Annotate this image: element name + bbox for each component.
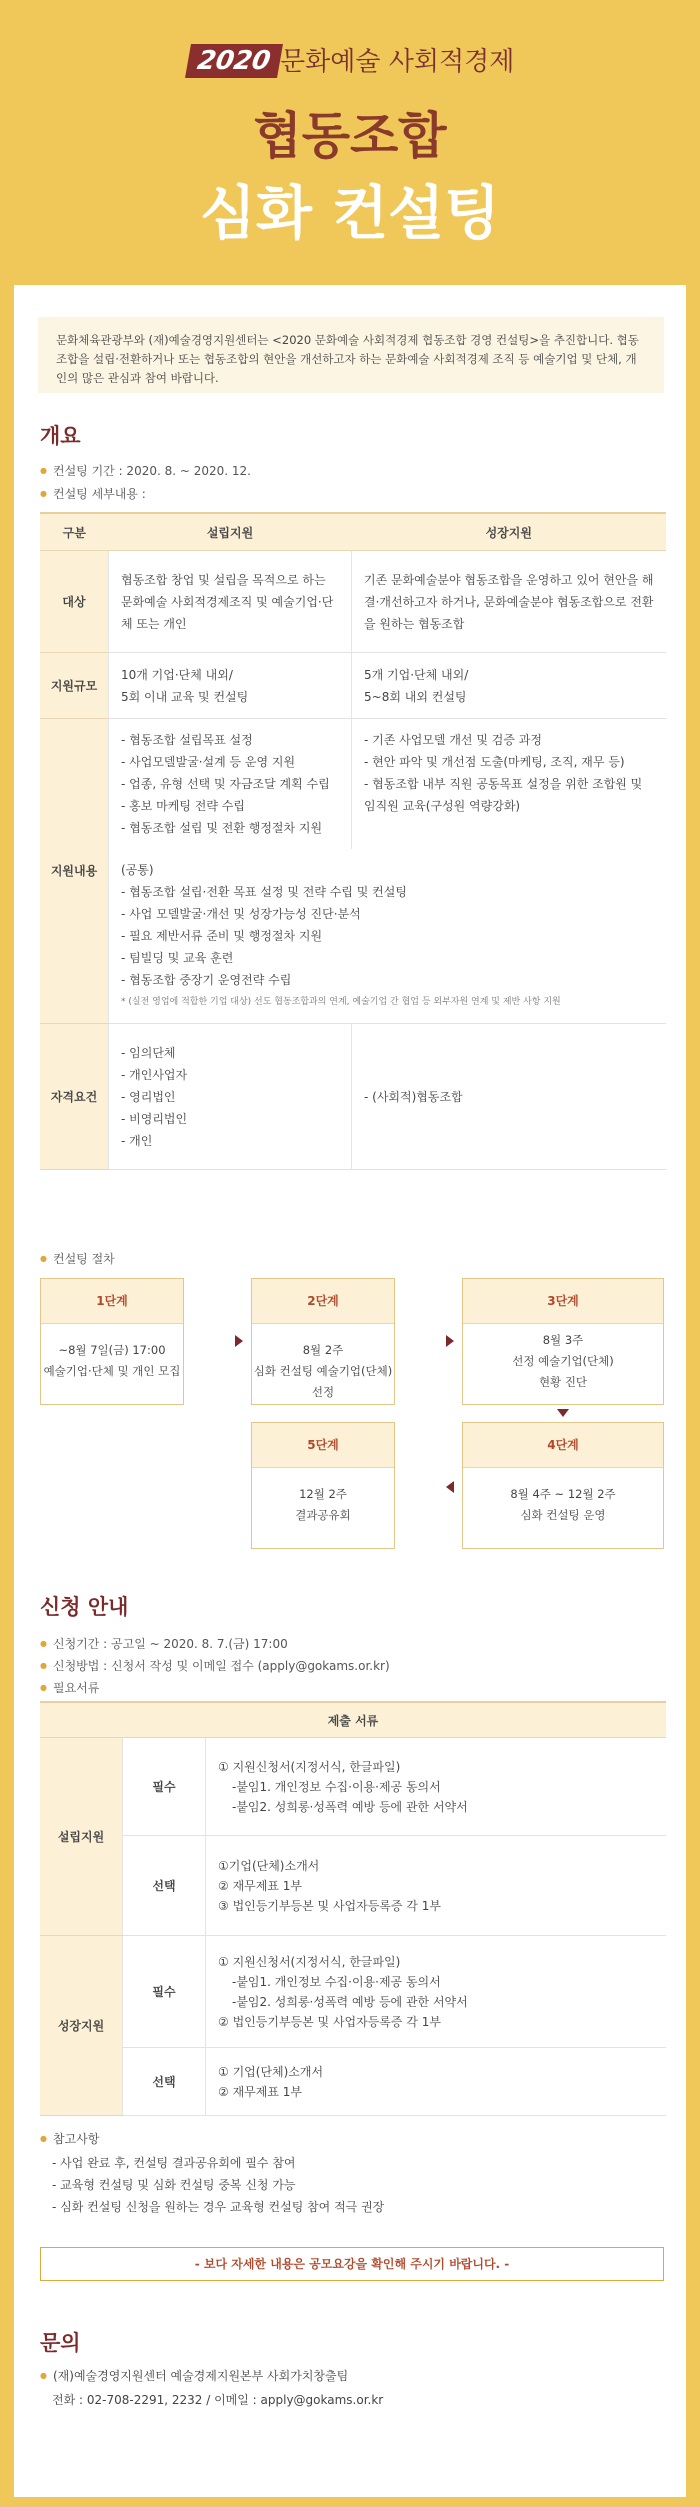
elig-line: - 개인 — [121, 1133, 153, 1148]
common-line: - 협동조합 설립·전환 목표 설정 및 전략 수립 및 컨설팅 — [121, 885, 407, 899]
doc-line: -붙임1. 개인정보 수집·이용·제공 동의서 — [232, 1779, 441, 1794]
apply-title: 신청 안내 — [40, 1595, 129, 1619]
content-note: * (실전 영업에 적합한 기업 대상) 선도 협동조합과의 연계, 예술기업 간 협업 등 외부자원 연계 및 제반 사항 지원 — [121, 997, 561, 1007]
overview-title: 개요 — [40, 424, 81, 448]
table-row — [40, 1024, 666, 1170]
note-line: - 심화 컨설팅 신청을 원하는 경우 교육형 컨설팅 참여 적극 권장 — [52, 2200, 385, 2214]
cell-elig-est — [109, 1024, 352, 1170]
step-line: 현황 진단 — [538, 1375, 588, 1389]
apply-method: ● 신청방법 : 신청서 작성 및 이메일 접수 (apply@gokams.or.kr) — [40, 1657, 390, 1674]
doc-line: -붙임1. 개인정보 수집·이용·제공 동의서 — [232, 1974, 441, 1989]
optional-label: 선택 — [123, 1836, 206, 1936]
row-label-eligibility: 자격요건 — [40, 1024, 109, 1170]
header-establish: 설립지원 — [109, 513, 352, 551]
table-row — [40, 1936, 666, 2048]
step-3 — [462, 1278, 664, 1405]
step-line: 심화 컨설팅 예술기업(단체) 선정 — [253, 1364, 393, 1399]
intro-box: 문화체육관광부와 (재)예술경영지원센터는 <2020 문화예술 사회적경제 협동조합 경영 컨설팅>을 추진합니다. 협동조합을 설립·전환하거나 또는 협동조합의 현안을 개선하고자 하는 문화예술 사회적경제 조직 등 예술기업 및 단체, 개인의 많은 관심과 참여 바랍니다. — [38, 317, 664, 393]
step-line: 8월 4주 ~ 12월 2주 — [510, 1487, 616, 1501]
content-panel — [14, 285, 686, 2497]
content-grow-line: - 현안 파악 및 개선점 도출(마케팅, 조직, 재무 등) — [364, 755, 625, 769]
required-label: 필수 — [123, 1738, 206, 1836]
scale-est-line: 10개 기업·단체 내외/ — [121, 667, 233, 682]
arrow-right-icon — [235, 1335, 243, 1347]
doc-line: ② 법인등기부등본 및 사업자등록증 각 1부 — [218, 2014, 441, 2029]
doc-line: ① 지원신청서(지정서식, 한글파일) — [218, 1759, 401, 1774]
step-body — [252, 1324, 394, 1403]
contact-block — [40, 2365, 383, 2411]
arrow-right-icon — [446, 1335, 454, 1347]
content-grow-line: - 협동조합 내부 직원 공동목표 설정을 위한 조합원 및 임직원 교육(구성원 역량강화) — [364, 777, 643, 813]
step-body — [252, 1468, 394, 1526]
required-docs — [206, 1738, 667, 1836]
hero-title-line2: 심화 컨설팅 — [199, 179, 501, 247]
table-row — [40, 1738, 666, 1836]
arrow-down-icon — [557, 1409, 569, 1417]
table-row — [40, 1836, 666, 1936]
doc-line: ② 재무제표 1부 — [218, 2084, 302, 2099]
scale-grow-line: 5개 기업·단체 내외/ — [364, 667, 469, 682]
table-row — [40, 849, 666, 1024]
content-est-line: - 사업모델발굴·설계 등 운영 지원 — [121, 755, 296, 769]
procedure-label: ● 컨설팅 절차 — [40, 1250, 115, 1267]
content-est-line: - 협동조합 설립목표 설정 — [121, 733, 253, 747]
cell-content-grow — [352, 719, 667, 850]
step-4 — [462, 1422, 664, 1549]
step-body — [41, 1324, 183, 1382]
arrow-left-icon — [446, 1481, 454, 1493]
hero-header — [0, 0, 700, 283]
doc-line: -붙임2. 성희롱·성폭력 예방 등에 관한 서약서 — [232, 1799, 468, 1814]
common-label: (공통) — [121, 863, 154, 877]
step-1 — [40, 1278, 184, 1405]
doc-line: ① 기업(단체)소개서 — [218, 2064, 324, 2079]
apply-period: ● 신청기간 : 공고일 ~ 2020. 8. 7.(금) 17:00 — [40, 1635, 288, 1652]
contact-org: ● (재)예술경영지원센터 예술경제지원본부 사회가치창출팀 — [40, 2365, 383, 2389]
step-line: 선정 예술기업(단체) — [512, 1354, 614, 1368]
content-est-line: - 협동조합 설립 및 전환 행정절차 지원 — [121, 821, 323, 835]
step-line: 예술기업·단체 및 개인 모집 — [43, 1364, 181, 1378]
table-row — [40, 653, 666, 719]
doc-line: ①기업(단체)소개서 — [218, 1858, 320, 1873]
step-line: 8월 3주 — [542, 1333, 584, 1347]
doc-line: ③ 법인등기부등본 및 사업자등록증 각 1부 — [218, 1898, 441, 1913]
step-line: 결과공유회 — [295, 1508, 351, 1522]
period-text: ● 컨설팅 기간 : 2020. 8. ~ 2020. 12. — [40, 462, 251, 479]
step-line: 심화 컨설팅 운영 — [520, 1508, 606, 1522]
step-line: 8월 2주 — [302, 1343, 344, 1357]
required-label: 필수 — [123, 1936, 206, 2048]
hero-title-line1: 협동조합 — [253, 107, 447, 165]
content-est-line: - 홍보 마케팅 전략 수립 — [121, 799, 245, 813]
step-title: 2단계 — [252, 1279, 394, 1324]
year-text: 2020 — [195, 46, 273, 76]
year-badge — [185, 44, 283, 78]
cell-scale-grow — [352, 653, 667, 719]
required-docs — [206, 1936, 667, 2048]
row-label-target: 대상 — [40, 551, 109, 653]
row-label-content: 지원내용 — [40, 719, 109, 1024]
common-line: - 필요 제반서류 준비 및 행정절차 지원 — [121, 929, 323, 943]
step-title: 5단계 — [252, 1423, 394, 1468]
contact-title: 문의 — [40, 2331, 81, 2355]
header-growth: 성장지원 — [352, 513, 667, 551]
table-header-row — [40, 513, 666, 551]
scale-grow-line: 5~8회 내외 컨설팅 — [364, 689, 467, 704]
documents-table — [40, 1701, 666, 2116]
step-title: 1단계 — [41, 1279, 183, 1324]
content-grow-line: - 기존 사업모델 개선 및 검증 과정 — [364, 733, 542, 747]
step-5 — [251, 1422, 395, 1549]
note-line: - 사업 완료 후, 컨설팅 결과공유회에 필수 참여 — [52, 2156, 296, 2170]
table-row — [40, 551, 666, 653]
guideline-banner: - 보다 자세한 내용은 공모요강을 확인해 주시기 바랍니다. - — [40, 2247, 664, 2281]
cell-content-est — [109, 719, 352, 850]
step-title: 3단계 — [463, 1279, 663, 1324]
step-2 — [251, 1278, 395, 1405]
optional-label: 선택 — [123, 2048, 206, 2116]
cell-elig-grow: - (사회적)협동조합 — [352, 1024, 667, 1170]
step-line: 12월 2주 — [299, 1487, 347, 1501]
cell-target-est: 협동조합 창업 및 설립을 목적으로 하는 문화예술 사회적경제조직 및 예술기업·단체 또는 개인 — [109, 551, 352, 653]
group-growth: 성장지원 — [40, 1936, 123, 2116]
step-body — [463, 1324, 663, 1393]
contact-phone: 전화 : 02-708-2291, 2232 / 이메일 : apply@gokams.or.kr — [52, 2393, 384, 2407]
details-label: ● 컨설팅 세부내용 : — [40, 485, 146, 502]
optional-docs — [206, 2048, 667, 2116]
elig-line: - 개인사업자 — [121, 1067, 188, 1082]
doc-line: ① 지원신청서(지정서식, 한글파일) — [218, 1954, 401, 1969]
scale-est-line: 5회 이내 교육 및 컨설팅 — [121, 689, 249, 704]
note-line: - 교육형 컨설팅 및 심화 컨설팅 중복 신청 가능 — [52, 2178, 296, 2192]
doc-line: ② 재무제표 1부 — [218, 1878, 302, 1893]
elig-line: - 비영리법인 — [121, 1111, 188, 1126]
step-line: ~8월 7일(금) 17:00 — [58, 1343, 166, 1357]
cell-content-common — [109, 849, 667, 1024]
notes-label: ● 참고사항 — [40, 2128, 384, 2152]
row-label-scale: 지원규모 — [40, 653, 109, 719]
elig-line: - 영리법인 — [121, 1089, 176, 1104]
notes-block — [40, 2128, 384, 2218]
table-row — [40, 2048, 666, 2116]
overview-table — [40, 512, 666, 1170]
optional-docs — [206, 1836, 667, 1936]
common-line: - 팀빌딩 및 교육 훈련 — [121, 951, 234, 965]
header-category: 구분 — [40, 513, 109, 551]
hero-subtitle: 문화예술 사회적경제 — [280, 47, 515, 77]
step-body — [463, 1468, 663, 1526]
docs-header: 제출 서류 — [40, 1702, 666, 1738]
table-row — [40, 719, 666, 850]
step-title: 4단계 — [463, 1423, 663, 1468]
doc-line: -붙임2. 성희롱·성폭력 예방 등에 관한 서약서 — [232, 1994, 468, 2009]
common-line: - 사업 모델발굴·개선 및 성장가능성 진단·분석 — [121, 907, 361, 921]
common-line: - 협동조합 중장기 운영전략 수립 — [121, 973, 292, 987]
content-est-line: - 업종, 유형 선택 및 자금조달 계획 수립 — [121, 777, 330, 791]
elig-line: - 임의단체 — [121, 1045, 176, 1060]
table-header-row — [40, 1702, 666, 1738]
docs-label: ● 필요서류 — [40, 1679, 99, 1696]
group-establish: 설립지원 — [40, 1738, 123, 1936]
cell-scale-est — [109, 653, 352, 719]
cell-target-grow: 기존 문화예술분야 협동조합을 운영하고 있어 현안을 해결·개선하고자 하거나, 문화예술분야 협동조합으로 전환을 원하는 협동조합 — [352, 551, 667, 653]
